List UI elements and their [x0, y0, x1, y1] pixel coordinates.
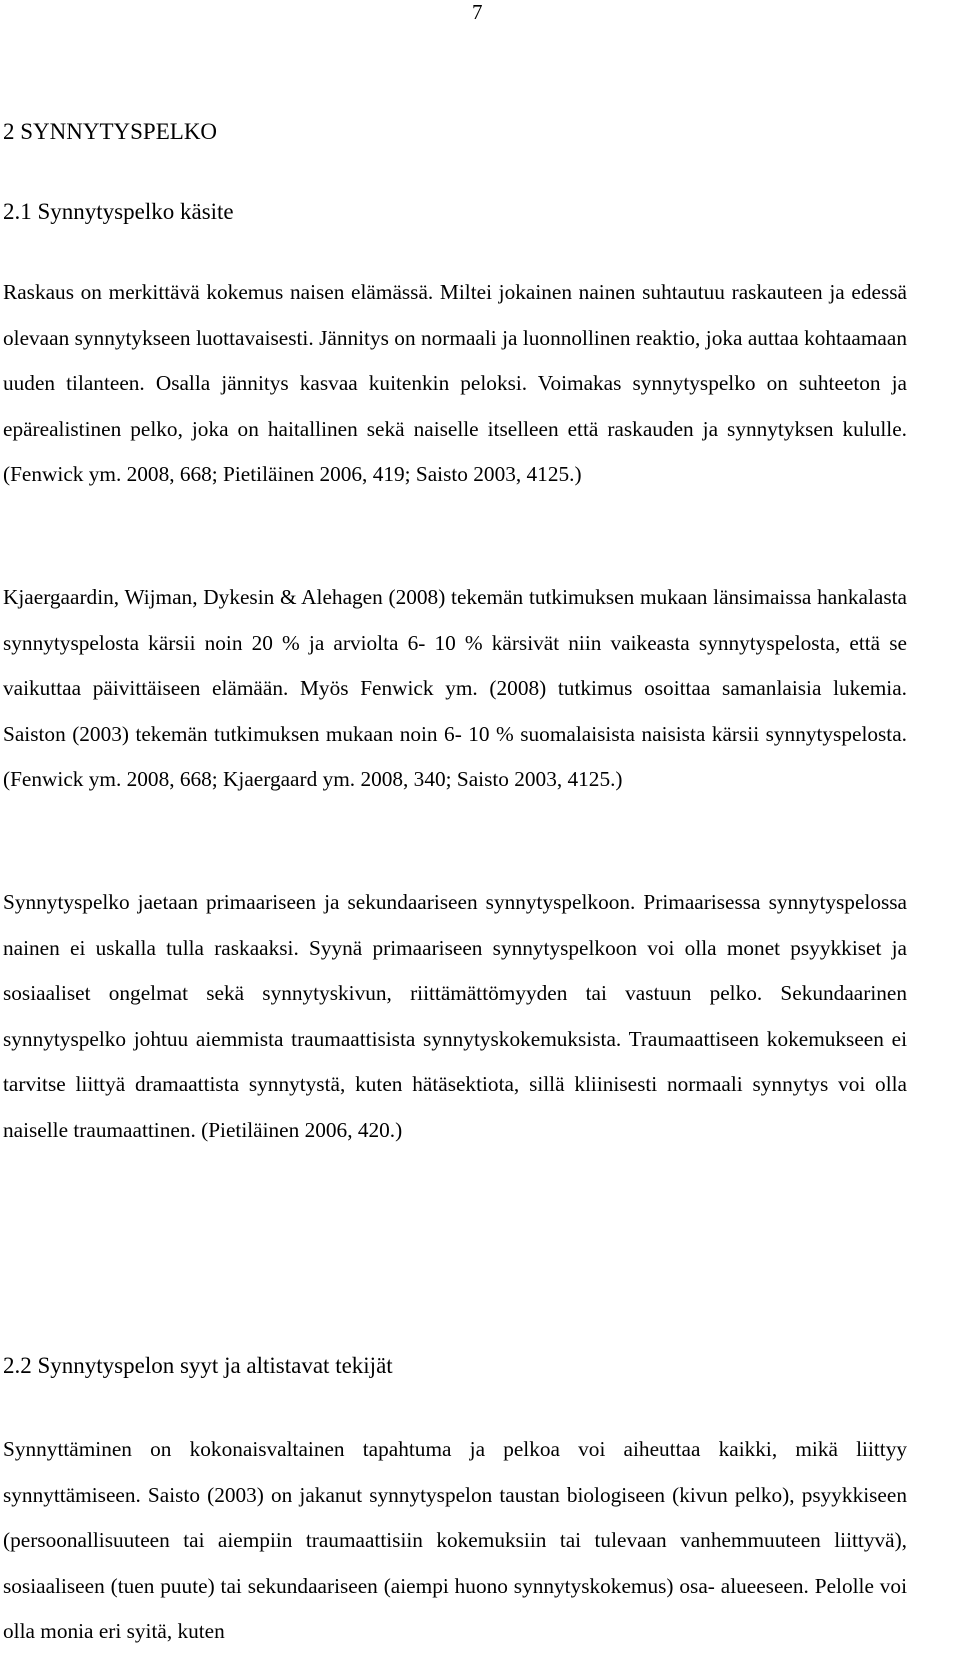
page-number: 7 [472, 0, 483, 24]
chapter-title: 2 SYNNYTYSPELKO [3, 119, 218, 144]
paragraph: Kjaergaardin, Wijman, Dykesin & Alehagen (2008) tekemän tutkimuksen mukaan länsimaissa hankalasta synnytyspelosta kärsii noin 20 % ja arviolta 6- 10 % kärsivät niin vaikeasta synnytyspelosta, että se vaikuttaa päivittäiseen elämään. Myös Fenwick ym. (2008) tutkimus osoittaa samanlaisia lukemia. Saiston (2003) tekemän tutkimuksen mukaan noin 6- 10 % suomalaisista naisista kärsii synnytyspelosta. (Fenwick ym. 2008, 668; Kjaergaard ym. 2008, 340; Saisto 2003, 4125.) [3, 585, 907, 792]
section-heading-2-2: 2.2 Synnytyspelon syyt ja altistavat tekijät [3, 1353, 393, 1378]
paragraph: Synnytyspelko jaetaan primaariseen ja sekundaariseen synnytyspelkoon. Primaarisessa synnytyspelossa nainen ei uskalla tulla raskaaksi. Syynä primaariseen synnytyspelkoon voi olla monet psyykkiset ja sosiaaliset ongelmat sekä synnytyskivun, riittämättömyyden tai vastuun pelko. Sekundaarinen synnytyspelko johtuu aiemmista traumaattisista synnytyskokemuksista. Traumaattiseen kokemukseen ei tarvitse liittyä dramaattista synnytystä, kuten hätäsektiota, sillä kliinisesti normaali synnytys voi olla naiselle traumaattinen. (Pietiläinen 2006, 420.) [3, 890, 907, 1142]
paragraph: Synnyttäminen on kokonaisvaltainen tapahtuma ja pelkoa voi aiheuttaa kaikki, mikä liittyy synnyttämiseen. Saisto (2003) on jakanut synnytyspelon taustan biologiseen (kivun pelko), psyykkiseen (persoonallisuuteen tai aiempiin traumaattisiin kokemuksiin tai tulevaan vanhemmuuteen liittyvä), sosiaaliseen (tuen puute) tai sekundaariseen (aiempi huono synnytyskokemus) osa- alueeseen. Pelolle voi olla monia eri syitä, kuten [3, 1437, 907, 1644]
paragraph: Raskaus on merkittävä kokemus naisen elämässä. Miltei jokainen nainen suhtautuu raskauteen ja edessä olevaan synnytykseen luottavaisesti. Jännitys on normaali ja luonnollinen reaktio, joka auttaa kohtaamaan uuden tilanteen. Osalla jännitys kasvaa kuitenkin peloksi. Voimakas synnytyspelko on suhteeton ja epärealistinen pelko, joka on haitallinen sekä naiselle itselleen että raskauden ja synnytyksen kululle. (Fenwick ym. 2008, 668; Pietiläinen 2006, 419; Saisto 2003, 4125.) [3, 280, 907, 487]
section-heading-2-1: 2.1 Synnytyspelko käsite [3, 199, 234, 224]
